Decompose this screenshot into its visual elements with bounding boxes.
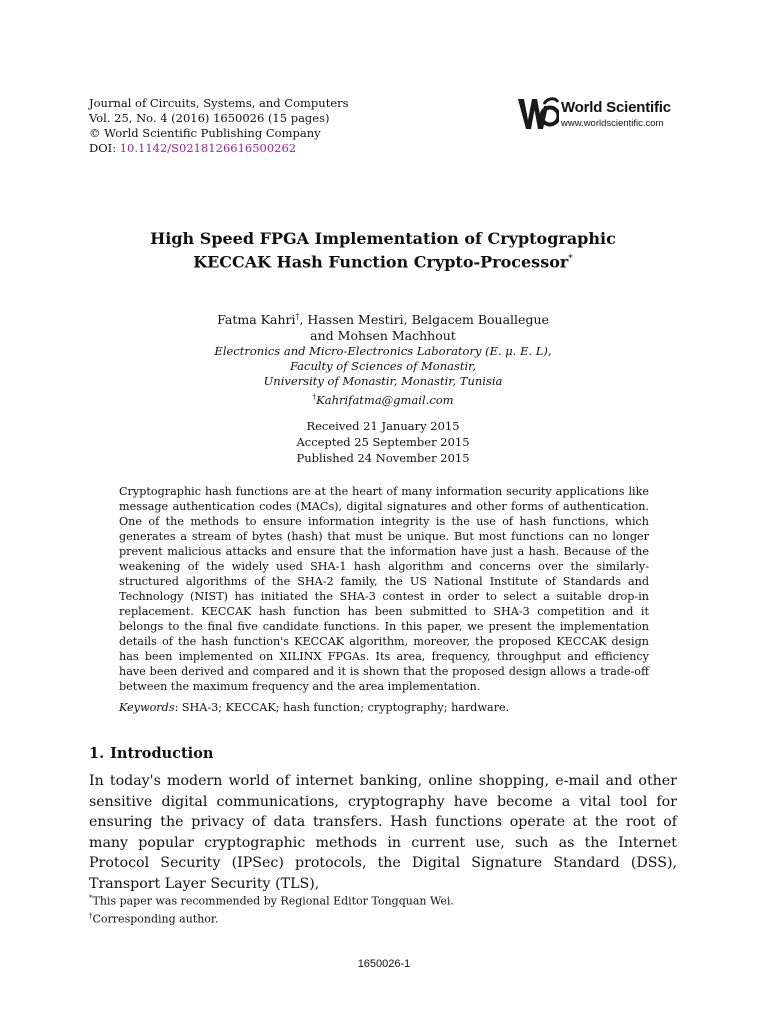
author-list <box>89 309 677 344</box>
journal-volume: Vol. 25, No. 4 (2016) 1650026 (15 pages) <box>89 111 330 125</box>
author-1: Fatma Kahri <box>217 312 296 328</box>
publication-dates <box>89 418 677 466</box>
publisher-name: World Scientific <box>561 99 671 116</box>
keywords <box>119 700 649 715</box>
affil-line-1: Electronics and Micro-Electronics Laboratory (E. μ. E. L), <box>214 344 552 358</box>
journal-copyright: © World Scientific Publishing Company <box>89 126 321 140</box>
footnote-2-mark: † <box>89 911 93 920</box>
title-line-1: High Speed FPGA Implementation of Cryptographic <box>150 229 616 248</box>
world-scientific-logo-icon <box>517 96 559 132</box>
introduction-text: In today's modern world of internet banking, online shopping, e-mail and other sensitive digital communications, cryptography have become a vital tool for ensuring the privacy of data transfers. Hash functions operate at the root of many popular cryptographic methods in current use, such as the Internet Protocol Security (IPSec) protocols, the Digital Signature Standard (DSS), Transport Layer Security (TLS), <box>89 773 677 892</box>
authors-line-1 <box>89 309 677 328</box>
affiliation <box>89 344 677 408</box>
footnotes <box>89 891 454 926</box>
section-number: 1. <box>89 745 105 762</box>
keywords-list: : SHA-3; KECCAK; hash function; cryptography; hardware. <box>174 701 510 714</box>
section-title: Introduction <box>110 745 214 762</box>
date-published: Published 24 November 2015 <box>296 451 470 465</box>
paper-title <box>89 229 677 272</box>
authors-line-2: and Mohsen Machhout <box>310 328 456 344</box>
doi-link[interactable]: 10.1142/S0218126616500262 <box>119 141 297 155</box>
footnote-1 <box>89 891 454 909</box>
title-footnote-mark: * <box>568 254 573 264</box>
footnote-2 <box>89 909 454 927</box>
corresponding-mark: † <box>295 312 300 321</box>
email-mark: † <box>312 392 317 401</box>
page-number: 1650026-1 <box>357 958 411 970</box>
footnote-1-mark: * <box>89 894 93 902</box>
journal-info <box>89 96 349 156</box>
email-text: Kahrifatma@gmail.com <box>316 392 454 407</box>
publisher-logo <box>517 96 692 136</box>
title-line-2: KECCAK Hash Function Crypto-Processor* <box>193 252 573 272</box>
authors-rest: , Hassen Mestiri, Belgacem Bouallegue <box>299 312 549 328</box>
doi-label: DOI: <box>89 141 117 155</box>
footnote-2-text: Corresponding author. <box>92 912 219 926</box>
date-received: Received 21 January 2015 <box>306 419 460 433</box>
publisher-url[interactable]: www.worldscientific.com <box>561 118 664 129</box>
section-heading <box>89 745 213 762</box>
journal-name: Journal of Circuits, Systems, and Computers <box>89 96 349 110</box>
keywords-label: Keywords <box>119 701 175 714</box>
footnote-1-text: This paper was recommended by Regional Editor Tongquan Wei. <box>92 894 454 908</box>
affil-line-3: University of Monastir, Monastir, Tunisia <box>263 374 503 388</box>
date-accepted: Accepted 25 September 2015 <box>296 435 470 449</box>
affil-line-2: Faculty of Sciences of Monastir, <box>289 359 477 373</box>
abstract: Cryptographic hash functions are at the heart of many information security applications like message authentication codes (MACs), digital signatures and other forms of authentication. One of the methods to ensure information integrity is the use of hash functions, which generates a stream of bytes (hash) that must be unique. But most functions can no longer prevent malicious attacks and ensure that the information have just a hash. Because of the weakening of the widely used SHA-1 hash algorithm and concerns over the similarly-structured algorithms of the SHA-2 family, the US National Institute of Standards and Technology (NIST) has initiated the SHA-3 contest in order to select a suitable drop-in replacement. KECCAK hash function has been submitted to SHA-3 competition and it belongs to the final five candidate functions. In this paper, we present the implementation details of the hash function's KECCAK algorithm, moreover, the proposed KECCAK design has been implemented on XILINX FPGAs. Its area, frequency, throughput and efficiency have been derived and compared and it is shown that the proposed design allows a trade-off between the maximum frequency and the area implementation. <box>119 485 649 693</box>
journal-doi <box>89 141 349 156</box>
author-email <box>89 389 677 408</box>
